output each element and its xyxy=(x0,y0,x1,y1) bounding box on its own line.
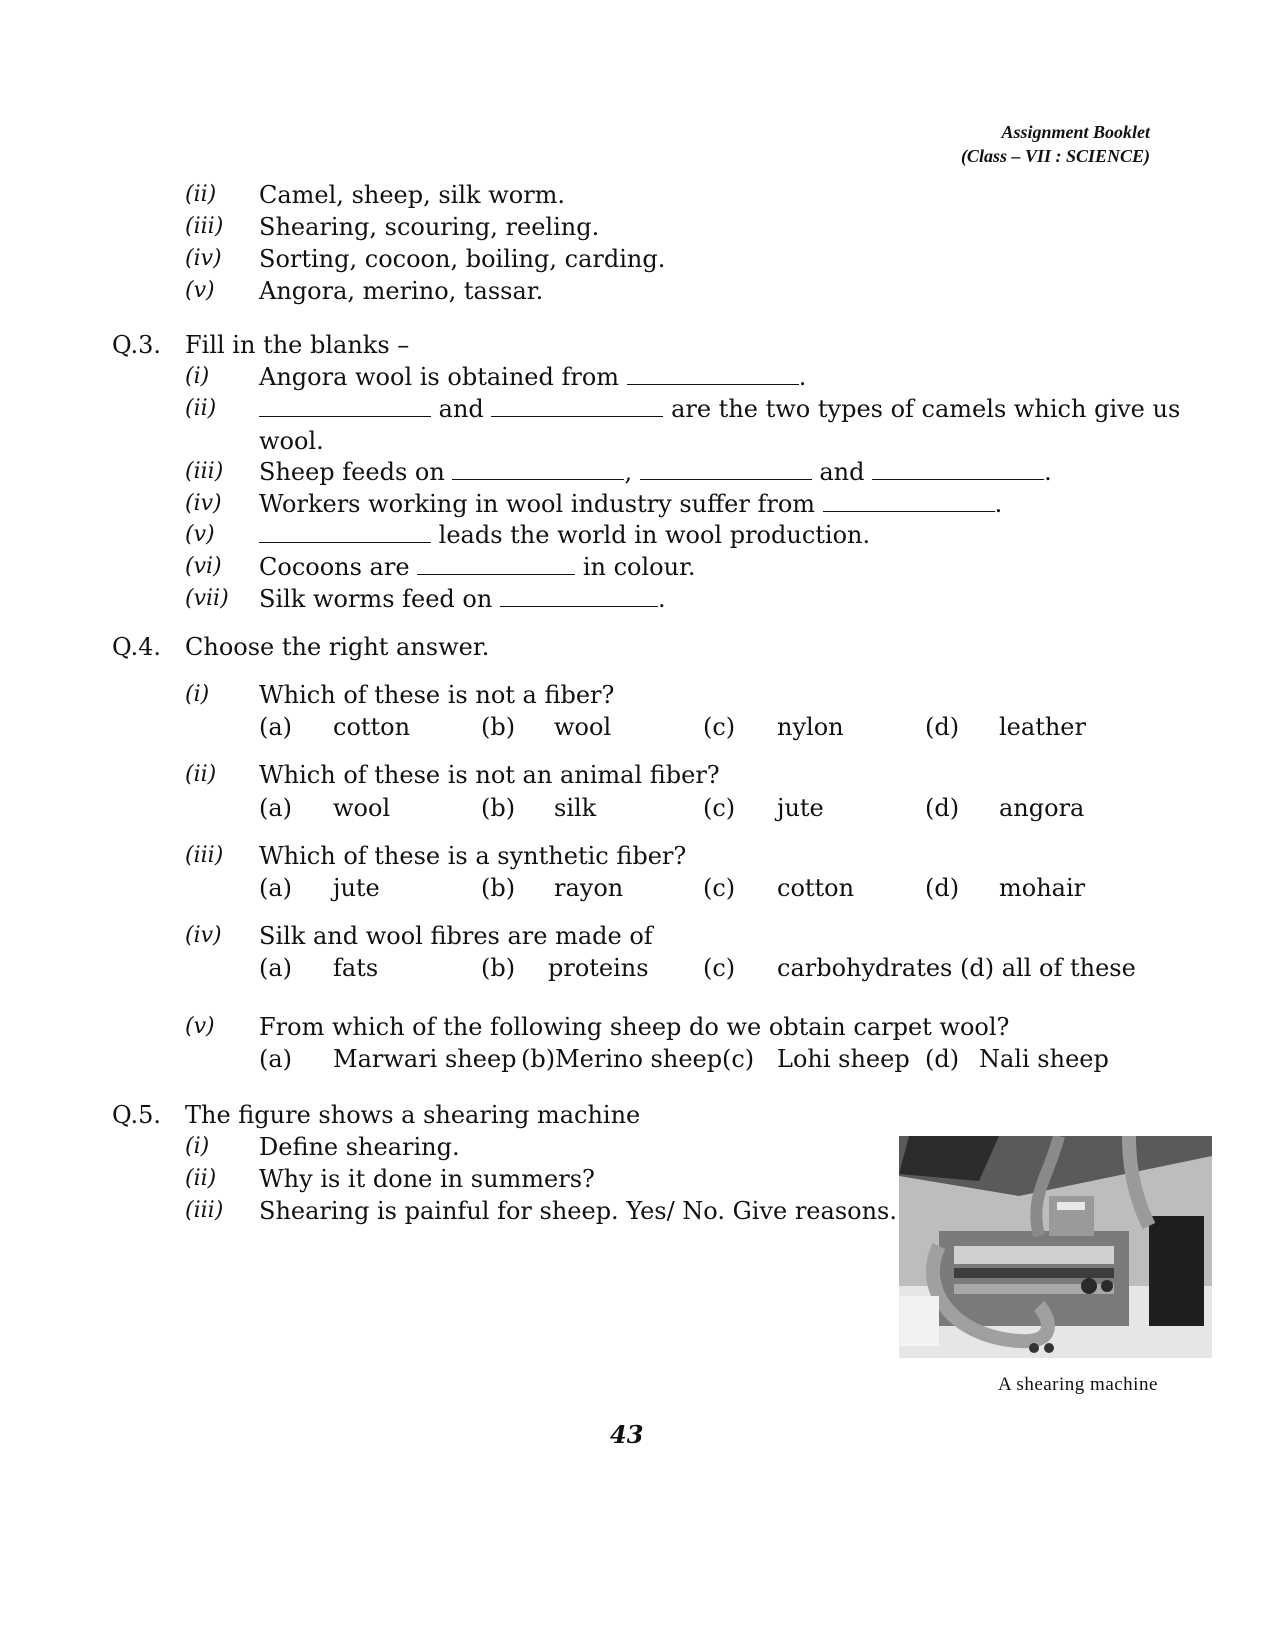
item-question: Which of these is not a fiber? xyxy=(259,681,615,709)
item-text: Camel, sheep, silk worm. xyxy=(259,181,566,209)
answer-blank[interactable] xyxy=(627,362,799,385)
question-title: Choose the right answer. xyxy=(185,633,490,661)
shearing-machine-figure xyxy=(899,1136,1212,1358)
item-question: Which of these is not an animal fiber? xyxy=(259,761,720,789)
item-number: (iv) xyxy=(185,246,222,271)
option-text[interactable]: leather xyxy=(999,713,1086,741)
item-number: (iv) xyxy=(185,923,222,948)
item-number: (vi) xyxy=(185,554,222,579)
answer-blank[interactable] xyxy=(417,552,575,575)
option-text[interactable]: cotton xyxy=(333,713,411,741)
text-part: and xyxy=(438,395,484,423)
option-text[interactable]: Lohi sheep xyxy=(777,1045,910,1073)
option-label: (d) xyxy=(925,874,960,902)
item-text: Define shearing. xyxy=(259,1133,460,1161)
item-number: (iv) xyxy=(185,491,222,516)
item-question: Silk and wool fibres are made of xyxy=(259,922,653,950)
option-text[interactable]: Nali sheep xyxy=(979,1045,1109,1073)
option-text[interactable]: (d) all of these xyxy=(960,954,1136,982)
header-subtitle: (Class – VII : SCIENCE) xyxy=(960,146,1150,166)
item-text: Shearing is painful for sheep. Yes/ No. Give reasons. xyxy=(259,1197,897,1225)
option-text[interactable]: angora xyxy=(999,794,1085,822)
answer-blank[interactable] xyxy=(259,394,431,417)
option-label: (a) xyxy=(259,794,293,822)
question-title: Fill in the blanks – xyxy=(185,331,410,359)
option-text[interactable]: jute xyxy=(333,874,380,902)
item-number: (ii) xyxy=(185,396,217,421)
text-part: Silk worms feed on xyxy=(259,585,493,613)
item-text xyxy=(259,489,1002,519)
text-part: Sheep feeds on xyxy=(259,458,445,486)
answer-blank[interactable] xyxy=(259,520,431,543)
option-text[interactable]: wool xyxy=(333,794,391,822)
text-part: in colour. xyxy=(582,553,696,581)
text-part: and xyxy=(819,458,865,486)
option-label: (b) xyxy=(481,874,516,902)
option-text[interactable]: nylon xyxy=(777,713,844,741)
item-number: (i) xyxy=(185,682,210,707)
item-number: (v) xyxy=(185,522,215,547)
item-number: (ii) xyxy=(185,182,217,207)
answer-blank[interactable] xyxy=(500,584,658,607)
item-text: Sorting, cocoon, boiling, carding. xyxy=(259,245,666,273)
option-label: (a) xyxy=(259,874,293,902)
item-text-continued: wool. xyxy=(259,427,324,455)
text-part: . xyxy=(994,490,1003,518)
figure-caption: A shearing machine xyxy=(998,1374,1158,1395)
item-number: (ii) xyxy=(185,1166,217,1191)
option-text[interactable]: jute xyxy=(777,794,824,822)
option-label: (b) xyxy=(481,954,516,982)
text-part: Angora wool is obtained from xyxy=(259,363,620,391)
option-label: (c) xyxy=(703,954,736,982)
item-number: (iii) xyxy=(185,1198,224,1223)
option-label: (d) xyxy=(925,794,960,822)
question-number: Q.4. xyxy=(112,633,162,661)
question-number: Q.3. xyxy=(112,331,162,359)
option-text[interactable]: (b)Merino sheep xyxy=(521,1045,723,1073)
question-title: The figure shows a shearing machine xyxy=(185,1101,641,1129)
option-text[interactable]: cotton xyxy=(777,874,855,902)
item-question: Which of these is a synthetic fiber? xyxy=(259,842,687,870)
option-text[interactable]: wool xyxy=(554,713,612,741)
option-label: (c) xyxy=(703,794,736,822)
option-label: (a) xyxy=(259,954,293,982)
page-number: 43 xyxy=(610,1420,644,1449)
option-label: (c) xyxy=(703,713,736,741)
item-number: (iii) xyxy=(185,459,224,484)
option-text[interactable]: carbohydrates xyxy=(777,954,953,982)
option-label: (c) xyxy=(722,1045,755,1073)
answer-blank[interactable] xyxy=(872,457,1044,480)
item-text xyxy=(259,362,806,392)
text-part: are the two types of camels which give us xyxy=(671,395,1181,423)
header-title: Assignment Booklet xyxy=(1001,122,1150,142)
answer-blank[interactable] xyxy=(823,489,995,512)
item-text xyxy=(259,552,696,582)
item-number: (ii) xyxy=(185,762,217,787)
answer-blank[interactable] xyxy=(491,394,663,417)
option-label: (a) xyxy=(259,1045,293,1073)
text-part: , xyxy=(624,458,633,486)
option-label: (b) xyxy=(481,713,516,741)
item-text: Angora, merino, tassar. xyxy=(259,277,544,305)
answer-blank[interactable] xyxy=(640,457,812,480)
option-label: (d) xyxy=(925,1045,960,1073)
text-part: . xyxy=(657,585,666,613)
item-text xyxy=(259,584,666,614)
page-header xyxy=(961,120,1150,168)
item-number: (v) xyxy=(185,1014,215,1039)
item-text: Shearing, scouring, reeling. xyxy=(259,213,600,241)
item-text xyxy=(259,394,1180,424)
text-part: Workers working in wool industry suffer from xyxy=(259,490,816,518)
text-part: . xyxy=(798,363,807,391)
answer-blank[interactable] xyxy=(452,457,624,480)
text-part: . xyxy=(1044,458,1052,486)
shearing-machine-image xyxy=(899,1136,1212,1358)
item-number: (v) xyxy=(185,278,215,303)
option-label: (b) xyxy=(481,794,516,822)
item-number: (i) xyxy=(185,364,210,389)
item-number: (vii) xyxy=(185,586,229,611)
option-label: (a) xyxy=(259,713,293,741)
item-number: (iii) xyxy=(185,214,224,239)
item-question: From which of the following sheep do we obtain carpet wool? xyxy=(259,1013,1010,1041)
item-text xyxy=(259,457,1052,487)
item-number: (i) xyxy=(185,1134,210,1159)
option-text[interactable]: mohair xyxy=(999,874,1086,902)
item-text xyxy=(259,520,870,550)
question-number: Q.5. xyxy=(112,1101,162,1129)
item-number: (iii) xyxy=(185,843,224,868)
option-text[interactable]: silk xyxy=(554,794,597,822)
option-text[interactable]: proteins xyxy=(548,954,649,982)
text-part: leads the world in wool production. xyxy=(438,521,871,549)
option-text[interactable]: fats xyxy=(333,954,379,982)
option-text[interactable]: Marwari sheep xyxy=(333,1045,517,1073)
option-text[interactable]: rayon xyxy=(554,874,624,902)
option-label: (c) xyxy=(703,874,736,902)
text-part: Cocoons are xyxy=(259,553,410,581)
option-label: (d) xyxy=(925,713,960,741)
item-text: Why is it done in summers? xyxy=(259,1165,595,1193)
